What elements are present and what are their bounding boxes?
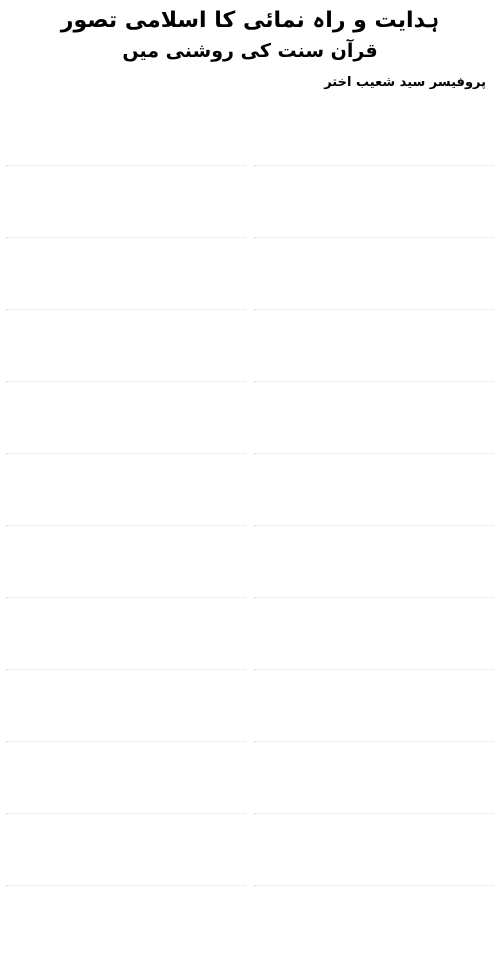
article-paragraph (254, 102, 494, 166)
article-paragraph (254, 174, 494, 238)
article-paragraph (6, 390, 246, 454)
article-subheadline: قرآن سنت کی روشنی میں (122, 40, 378, 62)
article-byline: پروفیسر سید شعیب اختر (324, 75, 486, 90)
article-paragraph (6, 462, 246, 526)
article-paragraph (6, 174, 246, 238)
article-column-right (254, 102, 494, 886)
article-paragraph (6, 246, 246, 310)
article-paragraph (6, 822, 246, 886)
article-column-left (6, 102, 246, 886)
article-paragraph (6, 606, 246, 670)
article-body (6, 102, 494, 886)
article-paragraph (6, 102, 246, 166)
article-paragraph (254, 390, 494, 454)
article-paragraph (254, 822, 494, 886)
article-paragraph (6, 750, 246, 814)
headline-block (6, 6, 494, 64)
article-paragraph (254, 462, 494, 526)
article-paragraph (6, 318, 246, 382)
article-paragraph (254, 606, 494, 670)
article-paragraph (254, 678, 494, 742)
article-headline: ہدایت و راہ نمائی کا اسلامی تصور (60, 8, 440, 33)
article-paragraph (6, 534, 246, 598)
article-paragraph (6, 678, 246, 742)
article-paragraph (254, 246, 494, 310)
article-paragraph (254, 318, 494, 382)
article-paragraph (254, 534, 494, 598)
article-paragraph (254, 750, 494, 814)
